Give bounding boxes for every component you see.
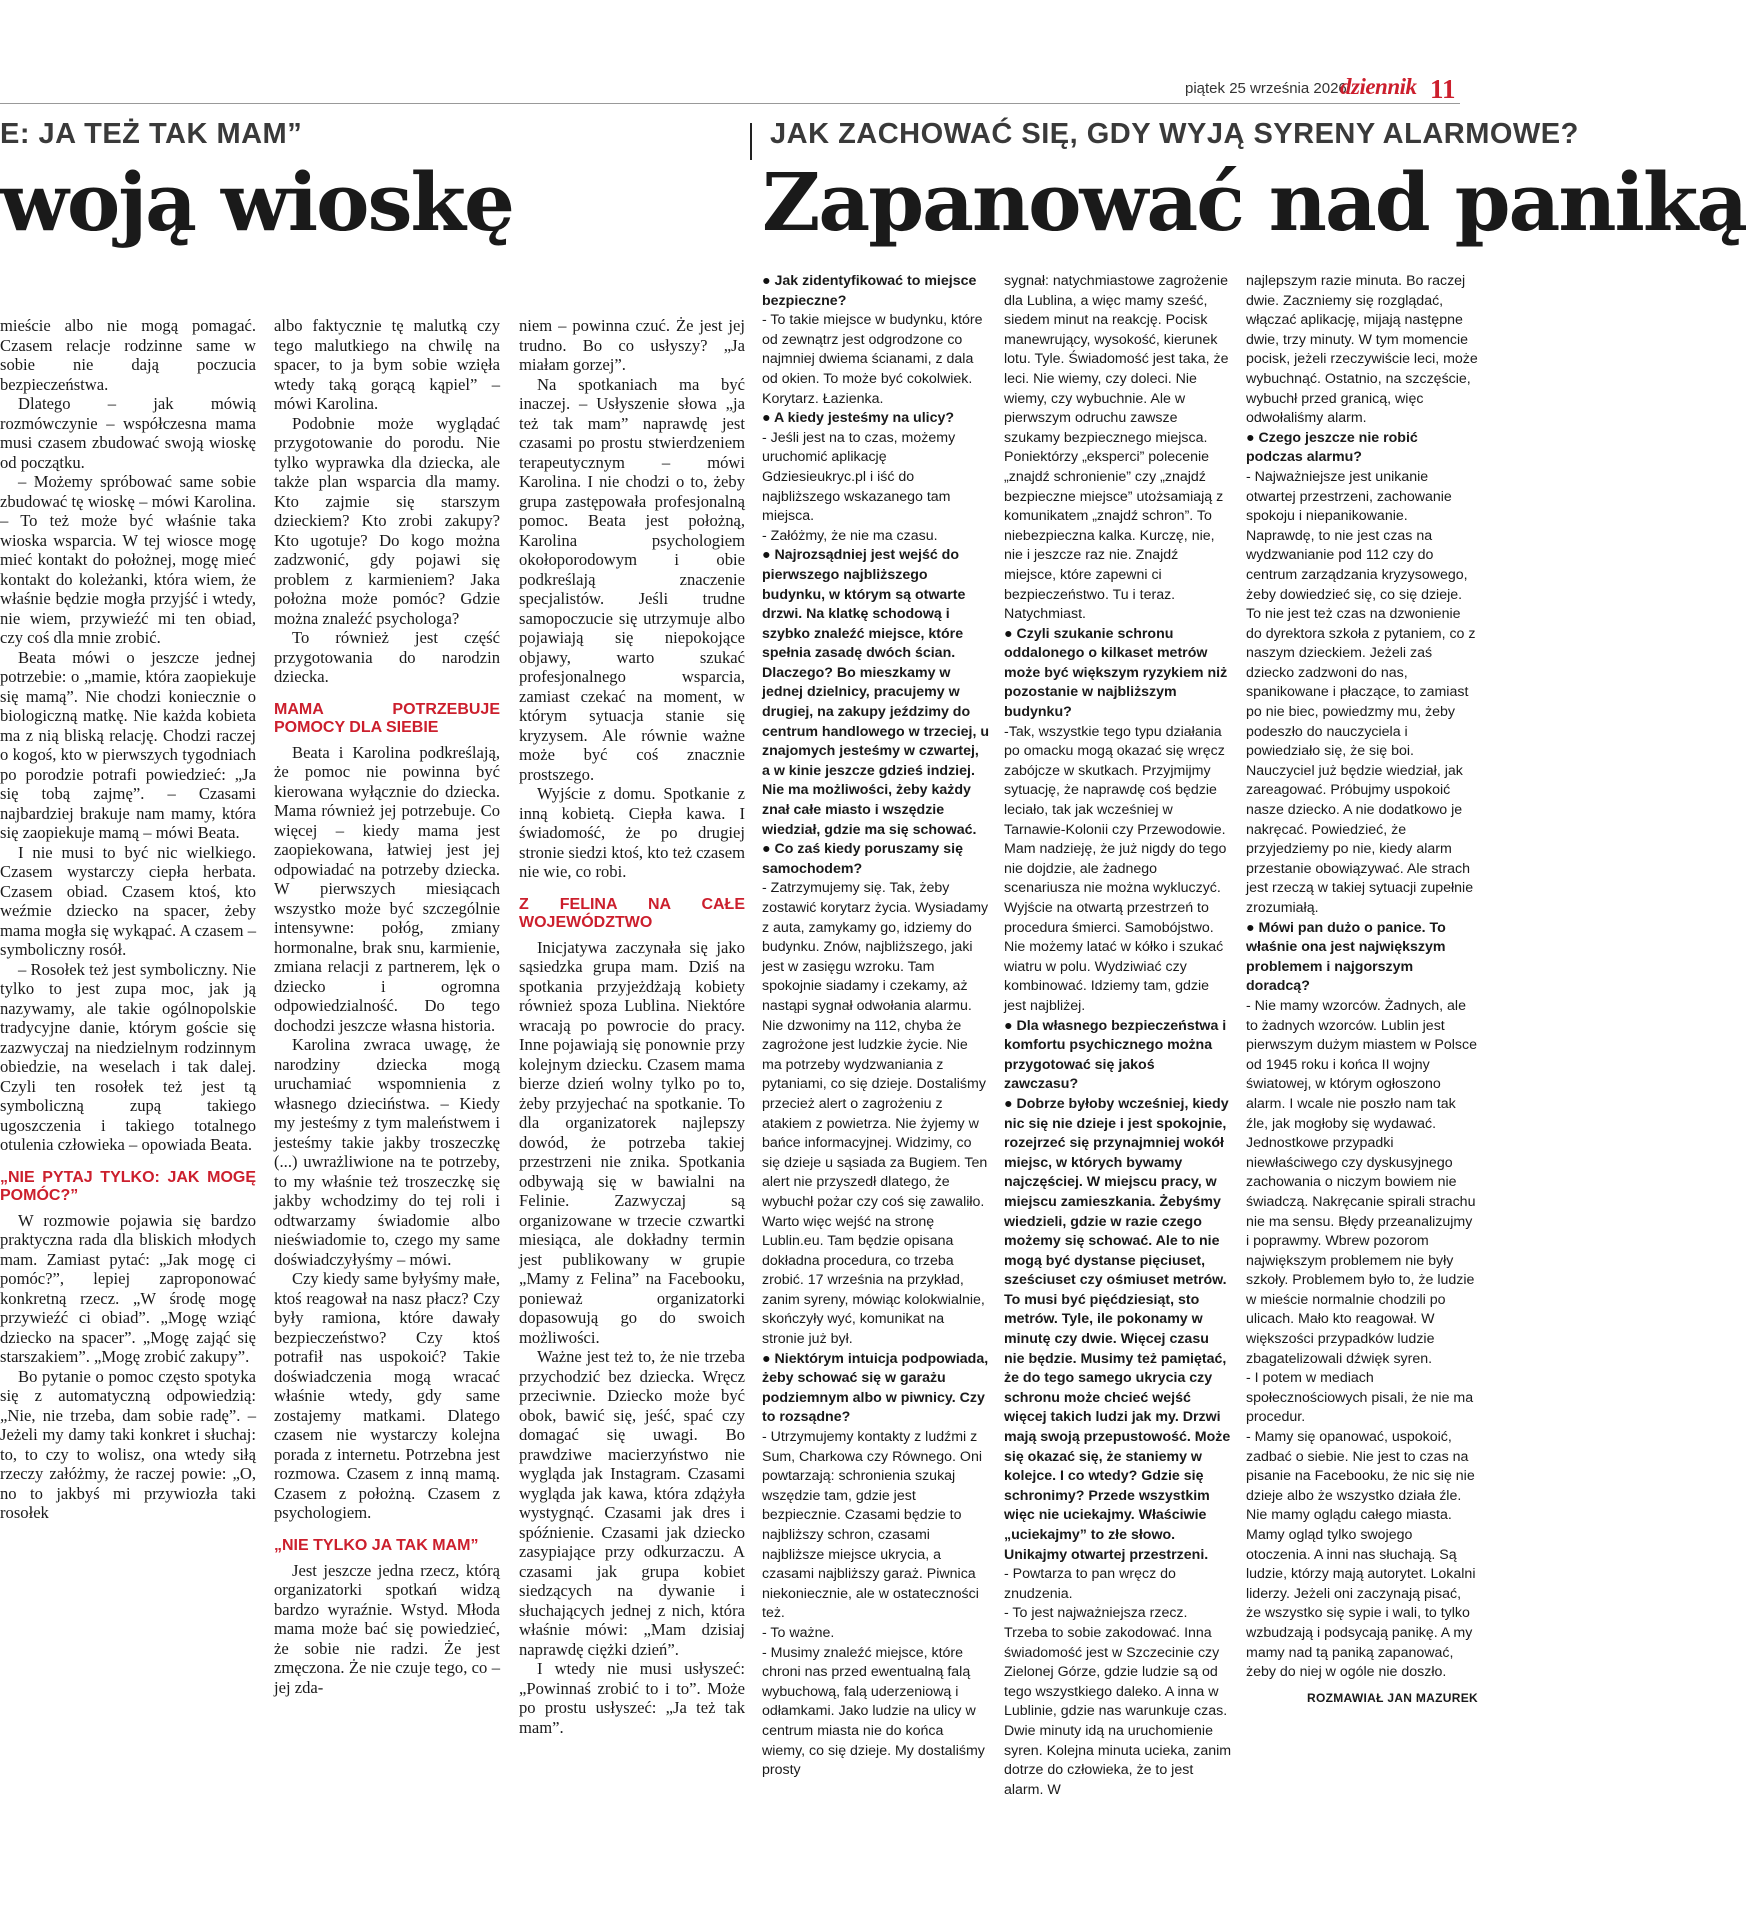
interview-answer: najlepszym razie minuta. Bo raczej dwie. Zaczniemy się rozglądać, włączać aplikację, mijają następne dwie, trzy minuty. W tym momencie pocisk, jeżeli rzeczywiście leci, może wybuchnąć. Ostatnio, na szczęście, wybuchł przed granicą, więc odwołaliśmy alarm.: [1246, 273, 1478, 427]
paragraph: Wyjście z domu. Spotkanie z inną kobietą. Ciepła kawa. I świadomość, że po drugiej stronie siedzi ktoś, kto też czasem nie wie, co robi.: [519, 784, 745, 881]
interview-answer: -Tak, wszystkie tego typu działania po omacku mogą okazać się wręcz zabójcze w skutkach. Przyjmijmy sytuację, że naprawdę coś będzie leciało, tak jak wcześniej w Tarnawie-Kolonii czy Przewodowie. Mam nadzieję, że już nigdy do tego nie dojdzie, ale żadnego scenariusza nie można wykluczyć. Wyjście na otwartą przestrzeń to procedura śmierci. Samobójstwo. Nie możemy latać w kółko i szukać wiatru w polu. Wydziwiać czy kombinować. Idziemy tam, gdzie jest najbliżej.: [1004, 723, 1227, 1014]
page-date: piątek 25 września 2026: [1185, 80, 1347, 97]
bullet-icon: ●: [762, 841, 775, 858]
section-heading: Z FELINA NA CAŁE WOJEWÓDZTWO: [519, 895, 745, 931]
interview-question: [762, 409, 990, 429]
section-heading: „NIE TYLKO JA TAK MAM”: [274, 1536, 479, 1554]
interview-answer: - Jeśli jest na to czas, możemy uruchomić aplikację Gdziesieukryc.pl i iść do najbliższego wskazanego tam miejsca.: [762, 429, 956, 525]
right-headline: Zapanować nad paniką: [762, 155, 1746, 249]
paragraph: albo faktycznie tę malutką czy tego malutkiego na chwilę na spacer, to ja bym sobie wzięła wtedy taką gorącą kąpiel” – mówi Karolina.: [274, 316, 500, 413]
left-article-column-1: [0, 316, 256, 1913]
interview-answer: - Zatrzymujemy się. Tak, żeby zostawić korytarz życia. Wysiadamy z auta, zamykamy go, idziemy do budynku. Znów, najbliższego, jaki jest w zasięgu wzroku. Tam spokojnie siadamy i czekamy, aż nastąpi sygnał odwołania alarmu. Nie dzwonimy na 112, chyba że zagrożone jest ludzkie życie. Nie ma potrzeby wydzwaniania z pytaniami, co się dzieje. Dostaliśmy przecież alert o zagrożeniu z atakiem z powietrza. Nie żyjemy w bańce informacyjnej. Widzimy, co się dzieje u sąsiada za Bugiem. Ten alert nie przyszedł dlatego, że wybuchł pożar czy coś się zawaliło. Warto więc wejść na stronę Lublin.eu. Tam będzie opisana dokładna procedura, co trzeba zrobić. 17 września na przykład, zanim syreny, mówiąc kolokwialnie, skończyły wyć, komunikat na stronie już był.: [762, 880, 989, 1348]
question-text: Co zaś kiedy poruszamy się samochodem?: [762, 841, 963, 877]
paragraph: Inicjatywa zaczynała się jako sąsiedzka grupa mam. Dziś na spotkania przyjeżdżają kobiety również spoza Lublina. Niektóre wracają po powrocie do pracy. Inne pojawiają się ponownie przy kolejnym dziecku. Czasem mama bierze dzień wolny tylko po to, żeby przyjechać na spotkanie. To dla organizatorek najlepszy dowód, że potrzeba takiej przestrzeni nie znika. Spotkania odbywają się w bawialni na Felinie. Zazwyczaj są organizowane w trzecie czwartki miesiąca, ale dokładny termin jest publikowany w grupie „Mamy z Felina” na Facebooku, ponieważ organizatorki dopasowują go do swoich możliwości.: [519, 937, 745, 1347]
question-text: Niektórym intuicja podpowiada, żeby schować się w garażu podziemnym albo w piwnicy. Czy to rozsądne?: [762, 1350, 989, 1426]
paragraph: Jest jeszcze jedna rzecz, którą organizatorki spotkań widzą bardzo wyraźnie. Wstyd. Młoda mama może bać się powiedzieć, że sobie nie radzi. Że jest zmęczona. Że nie czuje tego, co – jej zda-: [274, 1560, 500, 1697]
left-headline: woją wioskę: [0, 155, 513, 249]
left-article-column-3: [519, 316, 745, 1913]
bullet-icon: ●: [762, 547, 775, 564]
interview-answer: - Utrzymujemy kontakty z ludźmi z Sum, Charkowa czy Równego. Oni powtarzają: schronienia szukaj wszędzie tam, gdzie jest bezpiecznie. Czasami będzie to najbliższy schron, czasami najbliższe miejsce ukrycia, a czasami najbliższy garaż. Piwnica niekoniecznie, ale w ostateczności też.: [762, 1429, 982, 1622]
interview-answer: - I potem w mediach społecznościowych pisali, że nie ma procedur.: [1246, 1370, 1474, 1426]
right-kicker: JAK ZACHOWAĆ SIĘ, GDY WYJĄ SYRENY ALARMOWE?: [770, 118, 1579, 150]
question-text: Dobrze byłoby wcześniej, kiedy nic się nie dzieje i jest spokojnie, rozejrzeć się przynajmniej wokół miejsc, w których bywamy najczęściej. W miejscu pracy, w miejscu zamieszkania. Żebyśmy wiedzieli, gdzie w razie czego możemy się schować. Ale to nie mogą być dystanse pięciuset, sześciuset czy ośmiuset metrów. To musi być pięćdziesiąt, sto metrów. Tyle, ile pokonamy w minutę czy dwie. Więcej czasu nie będzie. Musimy też pamiętać, że do tego samego ukrycia czy schronu może chcieć wejść więcej takich ludzi jak my. Drzwi mają swoją przepustowość. Może się okazać się, że staniemy w kolejce. I co wtedy? Gdzie się schronimy? Przede wszystkim więc nie uciekajmy. Właściwie „uciekajmy” to złe słowo. Unikajmy otwartej przestrzeni.: [1004, 1095, 1231, 1563]
section-heading: „NIE PYTAJ TYLKO: JAK MOGĘ POMÓC?”: [0, 1168, 256, 1204]
kicker-divider: [750, 123, 752, 160]
paragraph: Czy kiedy same byłyśmy małe, ktoś reagował na nasz płacz? Czy były ramiona, które dawały bezpieczeństwo? Czy ktoś potrafił nas uspokoić? Takie doświadczenia mogą wracać właśnie wtedy, gdy same zostajemy matkami. Dlatego czasem nie wystarczy kolejna porada z internetu. Potrzebna jest rozmowa. Czasem z inną mamą. Czasem z położną. Czasem z psychologiem.: [274, 1269, 500, 1522]
interview-question: [1004, 1017, 1232, 1095]
interview-answer: - Musimy znaleźć miejsce, które chroni nas przed ewentualną falą wybuchową, falą uderzeniową i odłamkami. Jako ludzie na ulicy w centrum miasta nie do końca wiemy, co się dzieje. My dostaliśmy prosty: [762, 1644, 985, 1779]
question-text: Czyli szukanie schronu oddalonego o kilkaset metrów może być większym ryzykiem niż pozostanie w najbliższym budynku?: [1004, 625, 1228, 721]
interview-answer: - To takie miejsce w budynku, które od zewnątrz jest odgrodzone co najmniej dwiema ścianami, z dala od okien. To może być cokolwiek. Korytarz. Łazienka.: [762, 312, 983, 407]
bullet-icon: ●: [1004, 1017, 1017, 1034]
paragraph: Karolina zwraca uwagę, że narodziny dziecka mogą uruchamiać wspomnienia z własnego dzieciństwa. – Kiedy my jesteśmy z tym maleństwem i jesteśmy takie jakby troszeczkę (...) uwrażliwione na te potrzeby, to my właśnie też troszeczkę się jakby wchodzimy do tej roli i odtwarzamy świadomie albo nieświadomie to, czego my same doświadczyłyśmy – mówi.: [274, 1035, 500, 1269]
paragraph: Ważne jest też to, że nie trzeba przychodzić bez dziecka. Wręcz przeciwnie. Dziecko może być obok, bawić się, jeść, spać czy domagać się uwagi. Bo prawdziwe macierzyństwo nie wygląda jak Instagram. Czasami wygląda jak kawa, która zdążyła wystygnąć. Czasami jak dres i spóźnienie. Czasami jak dziecko zasypiające przy odkurzaczu. A czasami jak grupa kobiet siedzących na dywanie i słuchających jednej z nich, która właśnie mówi: „Mam dzisiaj naprawdę ciężki dzień”.: [519, 1347, 745, 1659]
interview-answer: - Mamy się opanować, uspokoić, zadbać o siebie. Nie jest to czas na pisanie na Facebooku, że nic się nie dzieje albo że wszystko działa źle. Nie mamy oglądu całego miasta. Mamy ogląd tylko swojego otoczenia. A inni nas słuchają. Są ludzie, którzy mają autorytet. Lokalni liderzy. Jeżeli oni zaczynają pisać, że wszystko się sypie i wali, to tylko wzbudzają i podsycają panikę. A my mamy nad tą paniką zapanować, żeby do niej w ogóle nie doszło.: [1246, 1429, 1476, 1681]
newspaper-logo: dziennik: [1340, 74, 1417, 99]
paragraph: I nie musi to być nic wielkiego. Czasem wystarczy ciepła herbata. Czasem obiad. Czasem ktoś, kto weźmie dziecko na spacer, żeby mama mogła się wykąpać. A czasem – symboliczny rosół.: [0, 842, 256, 959]
interview-question: [762, 1350, 990, 1428]
interview-question: [1004, 1095, 1232, 1565]
bullet-icon: ●: [762, 410, 774, 427]
interview-question: [1246, 429, 1478, 468]
interview-question: [762, 840, 990, 879]
interview-question: [1004, 625, 1232, 723]
paragraph: W rozmowie pojawia się bardzo praktyczna rada dla bliskich młodych mam. Zamiast pytać: „Jak mogę ci pomóc?”, lepiej zaproponować konkretną rzecz. „W środę mogę przywieźć ci obiad”. „Mogę wziąć dziecko na spacer”. „Mogę zająć się starszakiem”. „Mogę zrobić zakupy”.: [0, 1210, 256, 1366]
question-text: A kiedy jesteśmy na ulicy?: [773, 410, 955, 427]
paragraph: niem – powinna czuć. Że jest jej trudno. Bo co usłyszy? „Ja miałam gorzej”.: [519, 316, 745, 374]
interview-answer: - To ważne.: [762, 1624, 835, 1641]
paragraph: Beata mówi o jeszcze jednej potrzebie: o „mamie, która zaopiekuje się mamą”. Nie chodzi koniecznie o biologiczną matkę. Nie każda kobieta ma z nią bliską relację. Chodzi raczej o kogoś, kto w pierwszych tygodniach po porodzie potrafi powiedzieć: „Ja się tobą zajmę”. – Czasami najbardziej brakuje nam mamy, która się zaopiekuje mamą – mówi Beata.: [0, 647, 256, 842]
bullet-icon: ●: [762, 1350, 775, 1367]
question-text: Czego jeszcze nie robić podczas alarmu?: [1246, 429, 1418, 466]
bullet-icon: ●: [1004, 1095, 1017, 1112]
paragraph: – Możemy spróbować same sobie zbudować tę wioskę – mówi Karolina. – To też może być właśnie taka wioska wsparcia. W tej wiosce mogę mieć kontakt do położnej, mogę mieć kontakt do koleżanki, która wiem, że właśnie będzie mogła przyjść i wtedy, nie wiem, przywieźć mi ten obiad, czy coś dla mnie zrobić.: [0, 472, 256, 647]
paragraph: I wtedy nie musi usłyszeć: „Powinnaś zrobić to i to”. Może po prostu usłyszeć: „Ja też tak mam”.: [519, 1659, 745, 1737]
bullet-icon: ●: [1246, 429, 1259, 446]
paragraph: – Rosołek też jest symboliczny. Nie tylko to jest zupa moc, jak ją nazywamy, ale takie ogólnopolskie tradycyjne danie, którym goście się zazwyczaj na niedzielnym rodzinnym obiedzie, na weselach i tak dalej. Czyli ten rosołek też jest tą symboliczną zupą takiego ugoszczenia i takiego totalnego otulenia człowieka – opowiada Beata.: [0, 959, 256, 1154]
question-text: Dla własnego bezpieczeństwa i komfortu psychicznego można przygotować się jakoś zawczasu?: [1004, 1017, 1227, 1093]
paragraph: Beata i Karolina podkreślają, że pomoc nie powinna być kierowana wyłącznie do dziecka. Mama również jej potrzebuje. Co więcej – kiedy mama jest zaopiekowana, łatwiej jest jej odpowiadać na potrzeby dziecka. W pierwszych miesiącach wszystko może być szczególnie intensywne: połóg, zmiany hormonalne, brak snu, karmienie, zmiana relacji z partnerem, lęk o dziecko i ogromna odpowiedzialność. Do tego dochodzi jeszcze własna historia.: [274, 742, 500, 1035]
header-rule: [0, 103, 1460, 104]
right-article-column-1: [762, 272, 990, 1913]
interview-answer: - Załóżmy, że nie ma czasu.: [762, 527, 938, 544]
interview-question: [762, 272, 990, 311]
paragraph: Podobnie może wyglądać przygotowanie do porodu. Nie tylko wyprawka dla dziecka, ale także plan wsparcia dla mamy. Kto zajmie się starszym dzieckiem? Kto zrobi zakupy? Kto ugotuje? Do kogo można zadzwonić, gdy pojawi się problem z karmieniem? Jaka położna może pomóc? Gdzie można znaleźć psychologa?: [274, 413, 500, 628]
paragraph: Na spotkaniach ma być inaczej. – Usłyszenie słowa „ja też tak mam” naprawdę jest czasami po prostu stwierdzeniem terapeutycznym – mówi Karolina. I nie chodzi o to, żeby grupa zastępowała profesjonalną pomoc. Beata jest położną, Karolina psychologiem okołoporodowym i obie podkreślają znaczenie specjalistów. Jeśli trudne samopoczucie się utrzymuje albo pojawiają się niepokojące objawy, warto szukać profesjonalnego wsparcia, zamiast czekać na moment, w którym sytuacja stanie się kryzysem. Ale równie ważne może być coś znacznie prostszego.: [519, 374, 745, 784]
interview-answer: - Powtarza to pan wręcz do znudzenia.: [1004, 1566, 1176, 1602]
question-text: Mówi pan dużo o panice. To właśnie ona jest największym problemem i najgorszym doradcą?: [1246, 919, 1446, 995]
interview-answer: sygnał: natychmiastowe zagrożenie dla Lublina, a więc mamy sześć, siedem minut na reakcję. Pocisk manewrujący, wysokość, kierunek lotu. Tyle. Świadomość jest taka, że leci. Nie wiemy, czy doleci. Nie wiemy, czy wybuchnie. Ale w pierwszym odruchu zawsze szukamy bezpiecznego miejsca. Poniektórzy „eksperci” polecenie „znajdź schronienie” czy „znajdź bezpieczne miejsce” utożsamiają z komunikatem „znajdź schron”. To niebezpieczna kalka. Kurczę, nie, nie i jeszcze raz nie. Znajdź miejsce, które zapewni ci bezpieczeństwo. Tu i teraz. Natychmiast.: [1004, 273, 1229, 623]
bullet-icon: ●: [1246, 919, 1259, 936]
paragraph: mieście albo nie mogą pomagać. Czasem relacje rodzinne same w sobie nie dają poczucia bezpieczeństwa.: [0, 316, 256, 394]
section-heading: MAMA POTRZEBUJE POMOCY DLA SIEBIE: [274, 700, 500, 736]
question-text: Najrozsądniej jest wejść do pierwszego najbliższego budynku, w którym są otwarte drzwi. Na klatkę schodową i szybko znaleźć miejsce, które spełnia zasadę dwóch ścian. Dlaczego? Bo mieszkamy w jednej dzielnicy, pracujemy w drugiej, na zakupy jeździmy do centrum handlowego w trzeciej, u znajomych jesteśmy w czwartej, a w kinie jeszcze gdzieś indziej. Nie ma możliwości, żeby każdy znał całe miasto i wszędzie wiedział, gdzie ma się schować.: [762, 547, 990, 838]
interview-question: [1246, 919, 1478, 997]
right-article-column-3: [1246, 272, 1478, 1913]
left-article-column-2: [274, 316, 500, 1913]
bullet-icon: ●: [1004, 625, 1017, 642]
question-text: Jak zidentyfikować to miejsce bezpieczne?: [762, 273, 977, 309]
paragraph: To również jest część przygotowania do narodzin dziecka.: [274, 628, 500, 686]
interview-answer: - Najważniejsze jest unikanie otwartej przestrzeni, zachowanie spokoju i niepanikowanie. Naprawdę, to nie jest czas na wydzwanianie pod 112 czy do centrum zarządzania kryzysowego, żeby dowiedzieć się, co się dzieje. To nie jest też czas na dzwonienie do dyrektora szkoła z pytaniem, co z naszym dzieckiem. Jeżeli zaś dziecko zadzwoni do nas, spanikowane i płaczące, to zamiast po nie biec, powiedzmy mu, żeby podeszło do nauczyciela i powiedziało się, że się boi. Nauczyciel już będzie wiedział, jak zareagować. Próbujmy uspokoić nasze dziecko. A nie dodatkowo je nakręcać. Powiedzieć, że przyjedziemy po nie, kiedy alarm przestanie obowiązywać. Ale strach jest rzeczą w takiej sytuacji zupełnie zrozumiałą.: [1246, 468, 1476, 916]
left-kicker: E: JA TEŻ TAK MAM”: [0, 118, 303, 150]
paragraph: Bo pytanie o pomoc często spotyka się z automatyczną odpowiedzią: „Nie, nie trzeba, dam sobie radę”. – Jeżeli my damy taki konkret i słuchaj: to, to czy to wolisz, ona wtedy siłą rzeczy załóżmy, że raczej powie: „O, no to jakbyś mi przywiozła taki rosołek: [0, 1366, 256, 1522]
page-number: 11: [1430, 74, 1456, 104]
interview-question: [762, 546, 990, 840]
interview-answer: - Nie mamy wzorców. Żadnych, ale to żadnych wzorców. Lublin jest pierwszym dużym miastem w Polsce od 1945 roku i końca II wojny światowej, w którym ogłoszono alarm. I wcale nie poszło nam tak źle, jak mogłoby się wydawać. Jednostkowe przypadki niewłaściwego czy dyskusyjnego zachowania o niczym bowiem nie świadczą. Nakręcanie spirali strachu nie ma sensu. Błędy przeanalizujmy i poprawmy. Wbrew pozorom największym problemem nie były szkoły. Problemem było to, że ludzie w mieście normalnie chodzili po ulicach. Mało kto reagował. W większości przypadków ludzie zbagatelizowali dźwięk syren.: [1246, 997, 1477, 1367]
interview-answer: - To jest najważniejsza rzecz. Trzeba to sobie zakodować. Inna świadomość jest w Szczecinie czy Zielonej Górze, gdzie ludzie są od tego wszystkiego daleko. A inna w Lublinie, gdzie nas warunkuje czas. Dwie minuty idą na uruchomienie syren. Kolejna minuta ucieka, zanim dotrze do człowieka, że to jest alarm. W: [1004, 1605, 1232, 1798]
right-article-column-2: [1004, 272, 1232, 1913]
bullet-icon: ●: [762, 273, 775, 289]
author-signature: ROZMAWIAŁ JAN MAZUREK: [1307, 1690, 1478, 1705]
paragraph: Dlatego – jak mówią rozmówczynie – współczesna mama musi czasem zbudować swoją wioskę od początku.: [0, 394, 256, 472]
